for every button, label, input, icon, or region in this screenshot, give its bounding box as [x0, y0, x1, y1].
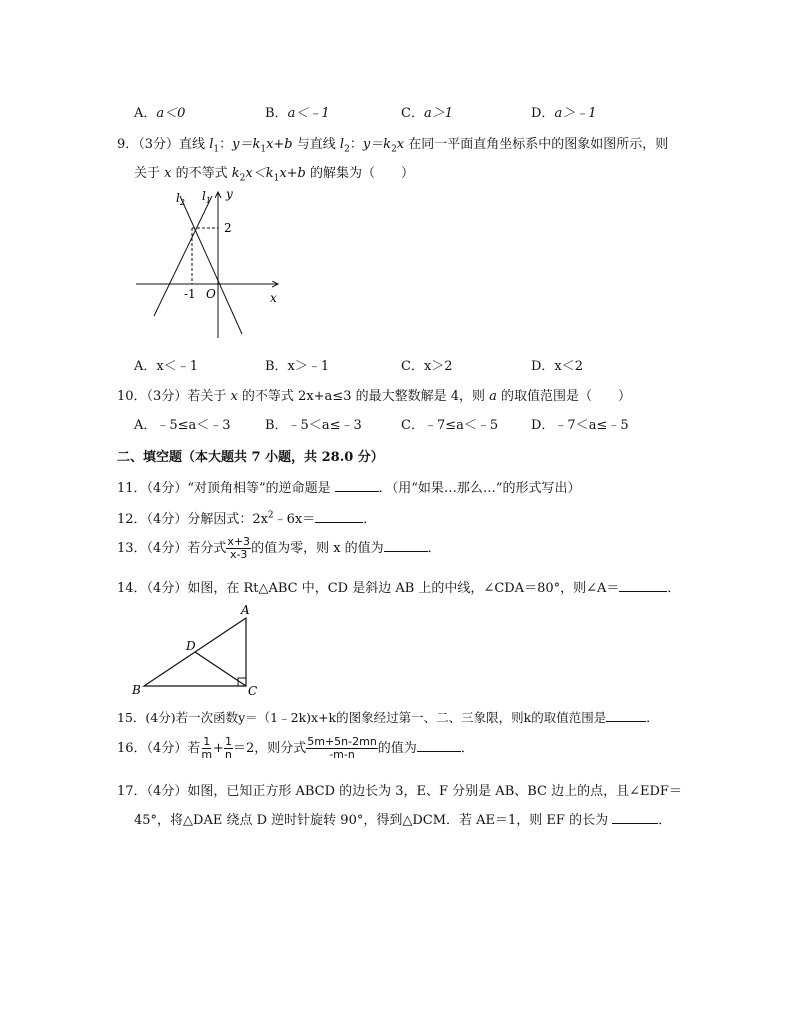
- q12: 12．（4分）分解因式：$2x^2﹣6x=$ ．: [117, 510, 377, 527]
- line-l2: [180, 196, 242, 334]
- q8-option-a: A．a＜0: [134, 106, 186, 121]
- q14-figure: [128, 598, 268, 698]
- label-x: x: [270, 291, 277, 305]
- q8-option-c: C．a＞1: [401, 106, 453, 121]
- q9-option-a: A．x＜﹣1: [134, 359, 198, 374]
- q10-option-d: D．﹣7＜a≤﹣5: [531, 418, 629, 433]
- q9-graph: [130, 186, 290, 346]
- q17-blank[interactable]: [612, 811, 658, 824]
- tick-x-neg1: -1: [184, 287, 196, 301]
- q13: 13．（4分）若分式 $\frac{x+3}{x-3}$ 的值为零，则 x 的值为 ．: [117, 535, 441, 561]
- tick-y-2: 2: [224, 221, 232, 235]
- label-l1: $l_1$: [202, 189, 211, 205]
- q16-blank[interactable]: [417, 739, 461, 752]
- q9-option-c: C．x＞2: [401, 359, 453, 374]
- q10-option-b: B．﹣5＜a≤﹣3: [265, 418, 362, 433]
- q10-option-c: C．﹣7≤a＜﹣5: [401, 418, 499, 433]
- q9-line2: 关于 x 的不等式 $k_2x<k_1x+b$ 的解集为（ ）: [134, 166, 415, 184]
- section-title: 二、填空题（本大题共 7 小题，共 28.0 分）: [117, 450, 384, 465]
- q11: 11．（4分）“对顶角相等”的逆命题是 ．（用“如果…那么…”的形式写出）: [117, 481, 581, 496]
- label-l2: $l_2$: [176, 191, 185, 207]
- q8-option-b: B．a＜﹣1: [265, 106, 330, 121]
- q13-blank[interactable]: [384, 539, 428, 552]
- q9-option-d: D．x＜2: [531, 359, 584, 374]
- q8-option-d: D．a＞﹣1: [531, 106, 597, 121]
- q16-fraction-3: $\frac{5m+5n-2mn}{-m-n}$: [307, 735, 377, 761]
- q10-option-a: A．﹣5≤a＜﹣3: [134, 418, 231, 433]
- q9-option-b: B．x＞﹣1: [265, 359, 330, 374]
- q11-blank[interactable]: [335, 479, 379, 492]
- q14: 14．（4分）如图，在 Rt△ABC 中，CD 是斜边 AB 上的中线，∠CDA＝80°，则∠A＝ ．: [117, 581, 681, 596]
- line-l1: [154, 196, 212, 316]
- label-b: B: [132, 683, 141, 697]
- q17-line2: 45°，将△DAE 绕点 D 逆时针旋转 90°，得到△DCM．若 AE＝1，则 EF 的长为 ．: [134, 813, 672, 828]
- q15-blank[interactable]: [606, 709, 646, 722]
- q13-fraction: $\frac{x+3}{x-3}$: [227, 535, 251, 561]
- label-c: C: [248, 684, 258, 698]
- q16: 16．（4分）若 $\frac{1}{m}$ + $\frac{1}{n}$ ＝2，则分式 $\frac{5m+5n-2mn}{-m-n}$ 的值为 ．: [117, 735, 474, 761]
- label-origin: O: [206, 287, 216, 301]
- label-y: y: [226, 187, 233, 201]
- q15: 15．(4分)若一次函数y＝（1﹣2k)x+k的图象经过第一、二、三象限，则k的取值范围是 ．: [117, 710, 659, 725]
- q16-fraction-1: $\frac{1}{m}$: [201, 735, 213, 761]
- q16-fraction-2: $\frac{1}{n}$: [224, 735, 232, 761]
- q9-line1: 9．（3分）直线 $l_1$：$y=k_1x+b$ 与直线 $l_2$：$y=k_2x$ 在同一平面直角坐标系中的图象如图所示，则: [117, 137, 669, 155]
- q14-blank[interactable]: [619, 579, 667, 592]
- q10-text: 10．（3分）若关于 x 的不等式 2x+a≤3 的最大整数解是 4，则 a 的取值范围是（ ）: [117, 389, 632, 404]
- q12-blank[interactable]: [315, 510, 363, 523]
- label-d: D: [186, 639, 196, 653]
- q17-line1: 17．（4分）如图，已知正方形 ABCD 的边长为 3，E、F 分别是 AB、BC 边上的点，且∠EDF＝: [117, 784, 682, 799]
- label-a: A: [241, 603, 250, 617]
